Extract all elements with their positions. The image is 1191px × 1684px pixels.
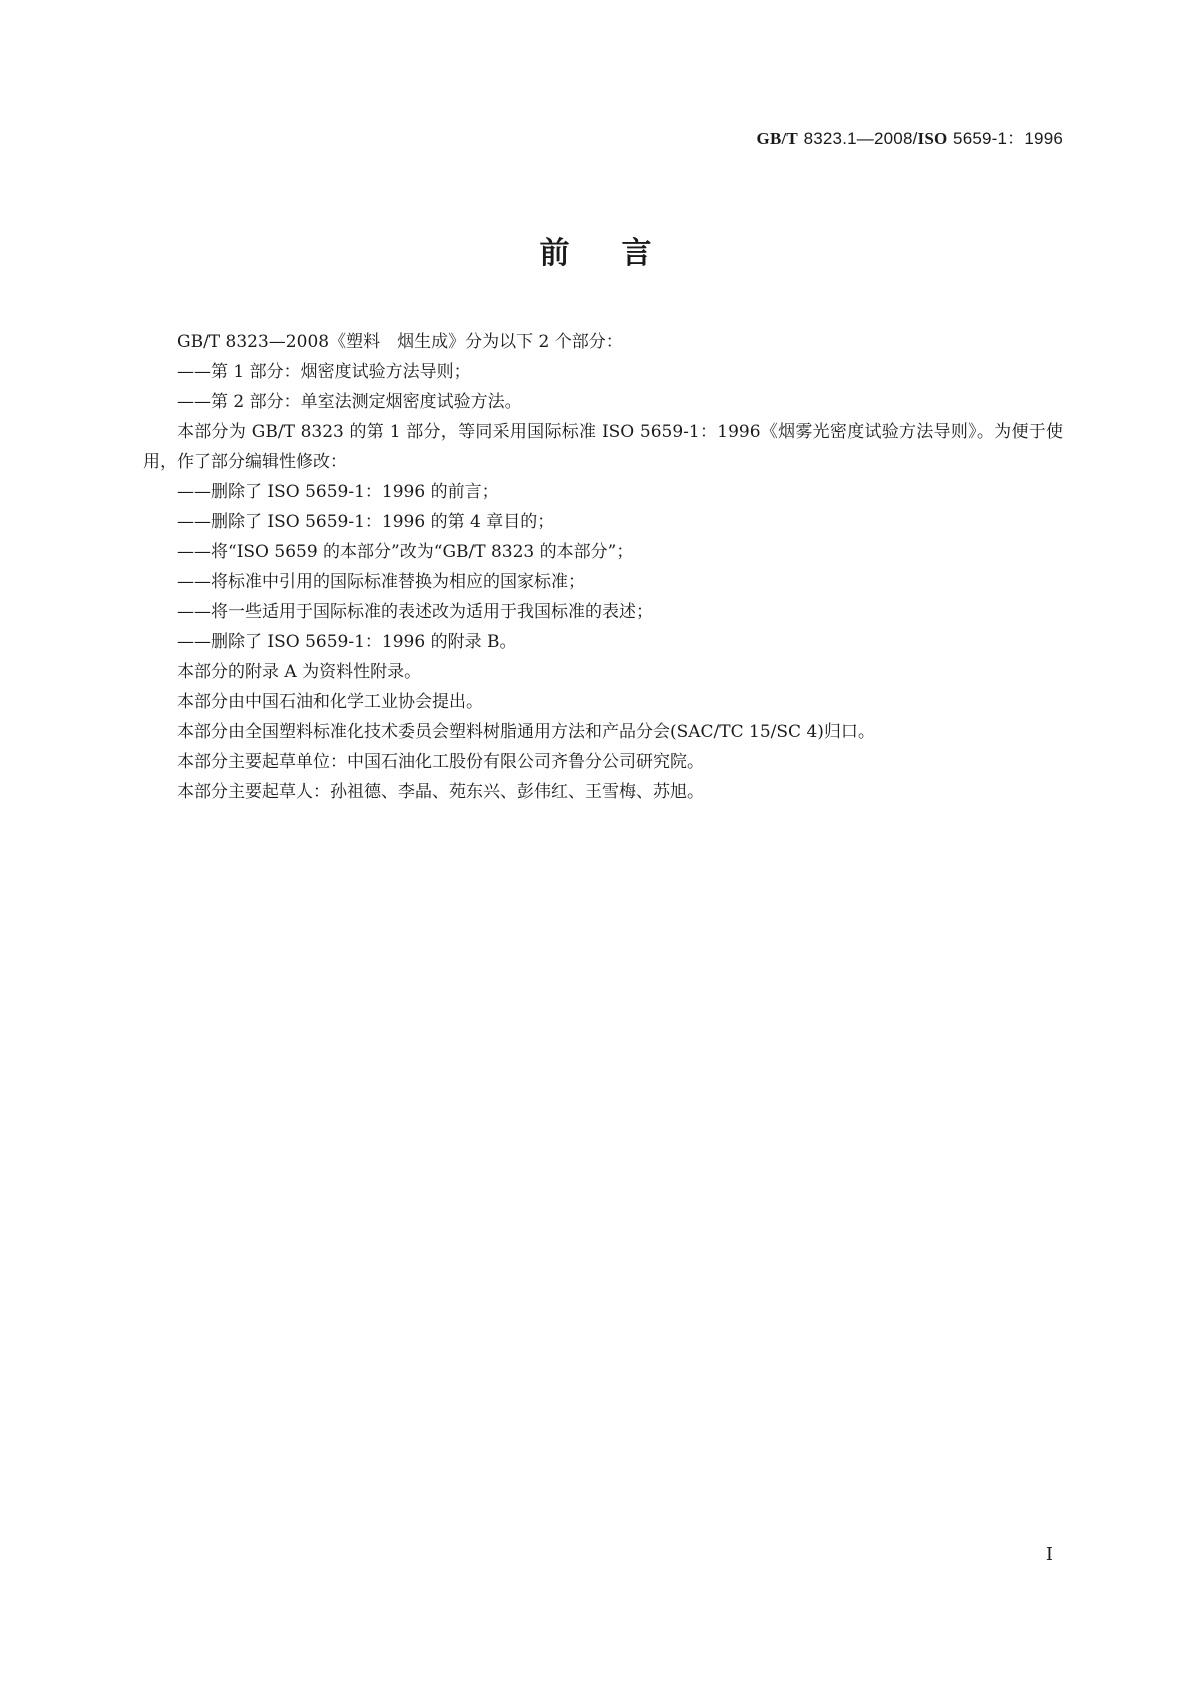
paragraph-drafting-unit: 本部分主要起草单位：中国石油化工股份有限公司齐鲁分公司研究院。 xyxy=(177,752,704,772)
list-item-edit-1: ——删除了 ISO 5659-1：1996 的前言； xyxy=(177,482,499,502)
paragraph-proposed-by: 本部分由中国石油和化学工业协会提出。 xyxy=(177,692,483,712)
paragraph-drafters: 本部分主要起草人：孙祖德、李晶、苑东兴、彭伟红、王雪梅、苏旭。 xyxy=(177,782,704,802)
paragraph-responsible-committee: 本部分由全国塑料标准化技术委员会塑料树脂通用方法和产品分会(SAC/TC 15/SC 4)归口。 xyxy=(177,722,875,742)
standard-prefix-gbt: GB/T xyxy=(756,129,798,148)
paragraph-annex: 本部分的附录 A 为资料性附录。 xyxy=(177,662,422,682)
list-item-edit-5: ——将一些适用于国际标准的表述改为适用于我国标准的表述； xyxy=(177,602,653,622)
list-item-edit-2: ——删除了 ISO 5659-1：1996 的第 4 章目的； xyxy=(177,512,555,532)
document-standard-code xyxy=(757,124,1063,149)
standard-number-iso: 5659-1：1996 xyxy=(953,129,1063,148)
foreword-body xyxy=(143,327,1063,807)
standard-number-gbt: 8323.1—2008/ xyxy=(803,129,918,148)
paragraph-parts-intro: GB/T 8323—2008《塑料 烟生成》分为以下 2 个部分： xyxy=(177,332,623,352)
list-item-part-1: ——第 1 部分：烟密度试验方法导则； xyxy=(177,362,471,382)
page-number: I xyxy=(1045,1544,1053,1565)
list-item-edit-4: ——将标准中引用的国际标准替换为相应的国家标准； xyxy=(177,572,585,592)
list-item-edit-3: ——将“ISO 5659 的本部分”改为“GB/T 8323 的本部分”； xyxy=(177,542,634,562)
list-item-part-2: ——第 2 部分：单室法测定烟密度试验方法。 xyxy=(177,392,522,412)
standard-prefix-iso: ISO xyxy=(917,129,948,148)
page-title: 前言 xyxy=(539,236,704,271)
list-item-edit-6: ——删除了 ISO 5659-1：1996 的附录 B。 xyxy=(177,632,517,652)
paragraph-equivalence: 本部分为 GB/T 8323 的第 1 部分，等同采用国际标准 ISO 5659-1：1996《烟雾光密度试验方法导则》。为便于使用，作了部分编辑性修改： xyxy=(143,422,1063,472)
